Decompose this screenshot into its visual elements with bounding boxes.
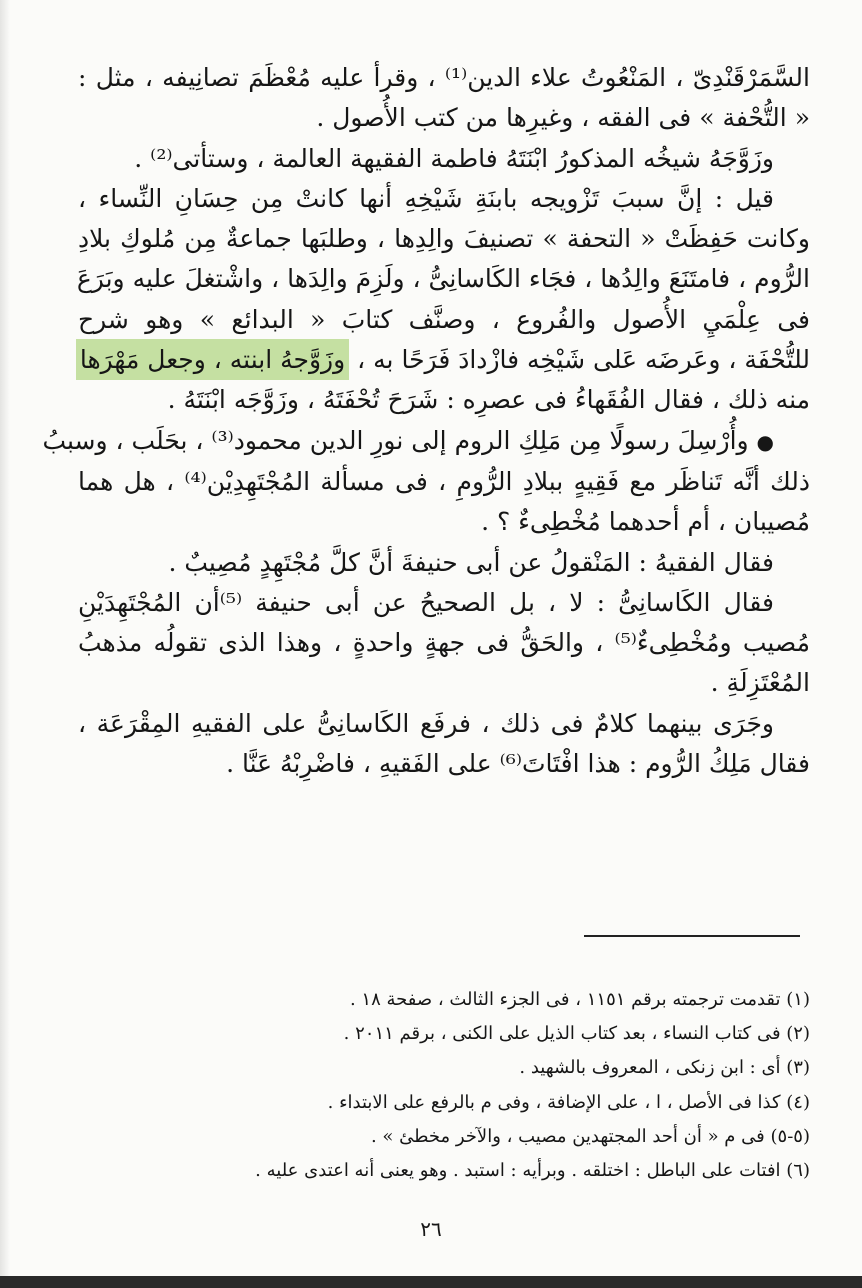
page-number: ٢٦ bbox=[420, 1217, 442, 1241]
text-line-4: قيل : إنَّ سببَ تَزْويجه بابنَةِ شَيْخِهِ أنها كانتْ مِن حِسَانِ النِّساء ، bbox=[78, 183, 774, 213]
text-line-8-plain: للتُّحْفَة ، وعَرضَه عَلى شَيْخِه فازْدادَ فَرَحًا به ، bbox=[357, 345, 810, 375]
main-text bbox=[42, 58, 810, 784]
text-line-10-text: وأُرْسِلَ رسولًا مِن مَلِكِ الروم إلى نورِ الدين محمود⁽³⁾ ، بحَلَب ، وسببُ bbox=[42, 425, 749, 455]
text-line-8 bbox=[78, 340, 810, 380]
text-line-10 bbox=[42, 421, 810, 462]
text-line-6: الرُّوم ، فامتَنَعَ والِدُها ، فجَاء الكَاسانِىُّ ، ولَزِمَ والِدَها ، واشْتغلَ عليه وبَرَعَ bbox=[76, 264, 810, 294]
footnote-separator bbox=[584, 935, 800, 937]
text-line-14: فقال الكَاسانِىُّ : لا ، بل الصحيحُ عن أبى حنيفة ⁽⁵⁾أن المُجْتَهِدَيْنِ bbox=[78, 587, 774, 617]
bullet-icon: ● bbox=[756, 429, 774, 454]
text-line-7: فى عِلْمَيِ الأُصول والفُروع ، وصنَّف كتابَ « البدائع » وهو شرح bbox=[78, 304, 810, 334]
text-line-16: المُعْتَزِلَةِ . bbox=[710, 668, 810, 698]
text-line-12: مُصيبان ، أم أحدهما مُخْطِىءٌ ؟ . bbox=[481, 507, 810, 537]
highlighted-text: وزَوَّجهُ ابنته ، وجعل مَهْرَها bbox=[76, 339, 349, 380]
text-line-5: وكانت حَفِظَتْ « التحفة » تصنيفَ والِدِها ، وطلبَها جماعةٌ مِن مُلوكِ بلادِ bbox=[78, 224, 810, 254]
scan-bottom-edge bbox=[0, 1276, 862, 1288]
footnote-2: (٢) فى كتاب النساء ، بعد كتاب الذيل على الكنى ، برقم ٢٠١١ . bbox=[343, 1023, 810, 1045]
footnote-1: (١) تقدمت ترجمته برقم ١١٥١ ، فى الجزء الثالث ، صفحة ١٨ . bbox=[349, 989, 810, 1010]
footnote-3: (٣) أى : ابن زنكى ، المعروف بالشهيد . bbox=[519, 1057, 810, 1079]
footnote-4: (٤) كذا فى الأصل ، ا ، على الإضافة ، وفى م بالرفع على الابتداء . bbox=[327, 1091, 810, 1113]
text-line-18: فقال مَلِكُ الرُّوم : هذا افْتَاتَ⁽⁶⁾ على الفَقيهِ ، فاضْرِبْهُ عَنَّا . bbox=[226, 749, 810, 779]
footnote-5: (٥-٥) فى م « أن أحد المجتهدين مصيب ، والآخر مخطئ » . bbox=[370, 1125, 810, 1147]
text-line-1: السَّمَرْقَنْدِىّ ، المَنْعُوتُ علاء الدين⁽¹⁾ ، وقرأ عليه مُعْظَمَ تصانِيفه ، مثل : bbox=[78, 63, 810, 92]
text-line-11: ذلك أنَّه تَناظَر مع فَقِيهٍ ببلادِ الرُّومِ ، فى مسألة المُجْتَهِدِيْن⁽⁴⁾ ، هل هما bbox=[78, 466, 810, 496]
text-line-9: منه ذلك ، فقال الفُقَهاءُ فى عصرِه : شَرَحَ تُحْفَتَهُ ، وزَوَّجَه ابْنَتَهُ . bbox=[167, 385, 810, 415]
footnotes bbox=[160, 983, 810, 1188]
text-line-13: فقال الفقيهُ : المَنْقولُ عن أبى حنيفةَ أنَّ كلَّ مُجْتَهِدٍ مُصِيبٌ . bbox=[168, 547, 774, 577]
footnote-6: (٦) افتات على الباطل : اختلقه . وبرأيه : استبد . وهو يعنى أنه اعتدى عليه . bbox=[255, 1160, 810, 1182]
text-line-17: وجَرَى بينهما كلامٌ فى ذلك ، فرفَع الكَاسانِىُّ على الفقيهِ المِقْرَعَة ، bbox=[78, 708, 774, 738]
text-line-15: مُصيب ومُخْطِىءٌ⁽⁵⁾ ، والحَقُّ فى جهةٍ واحدةٍ ، وهذا الذى تقولُه مذهبُ bbox=[78, 628, 810, 658]
page-gutter-shadow bbox=[0, 0, 10, 1276]
text-line-3: وزَوَّجَهُ شيخُه المذكورُ ابْنَتَهُ فاطمة الفقيهة العالمة ، وستأتى⁽²⁾ . bbox=[134, 143, 774, 173]
text-line-2: « التُّحْفة » فى الفقه ، وغيرِها من كتب الأُصول . bbox=[316, 103, 810, 133]
